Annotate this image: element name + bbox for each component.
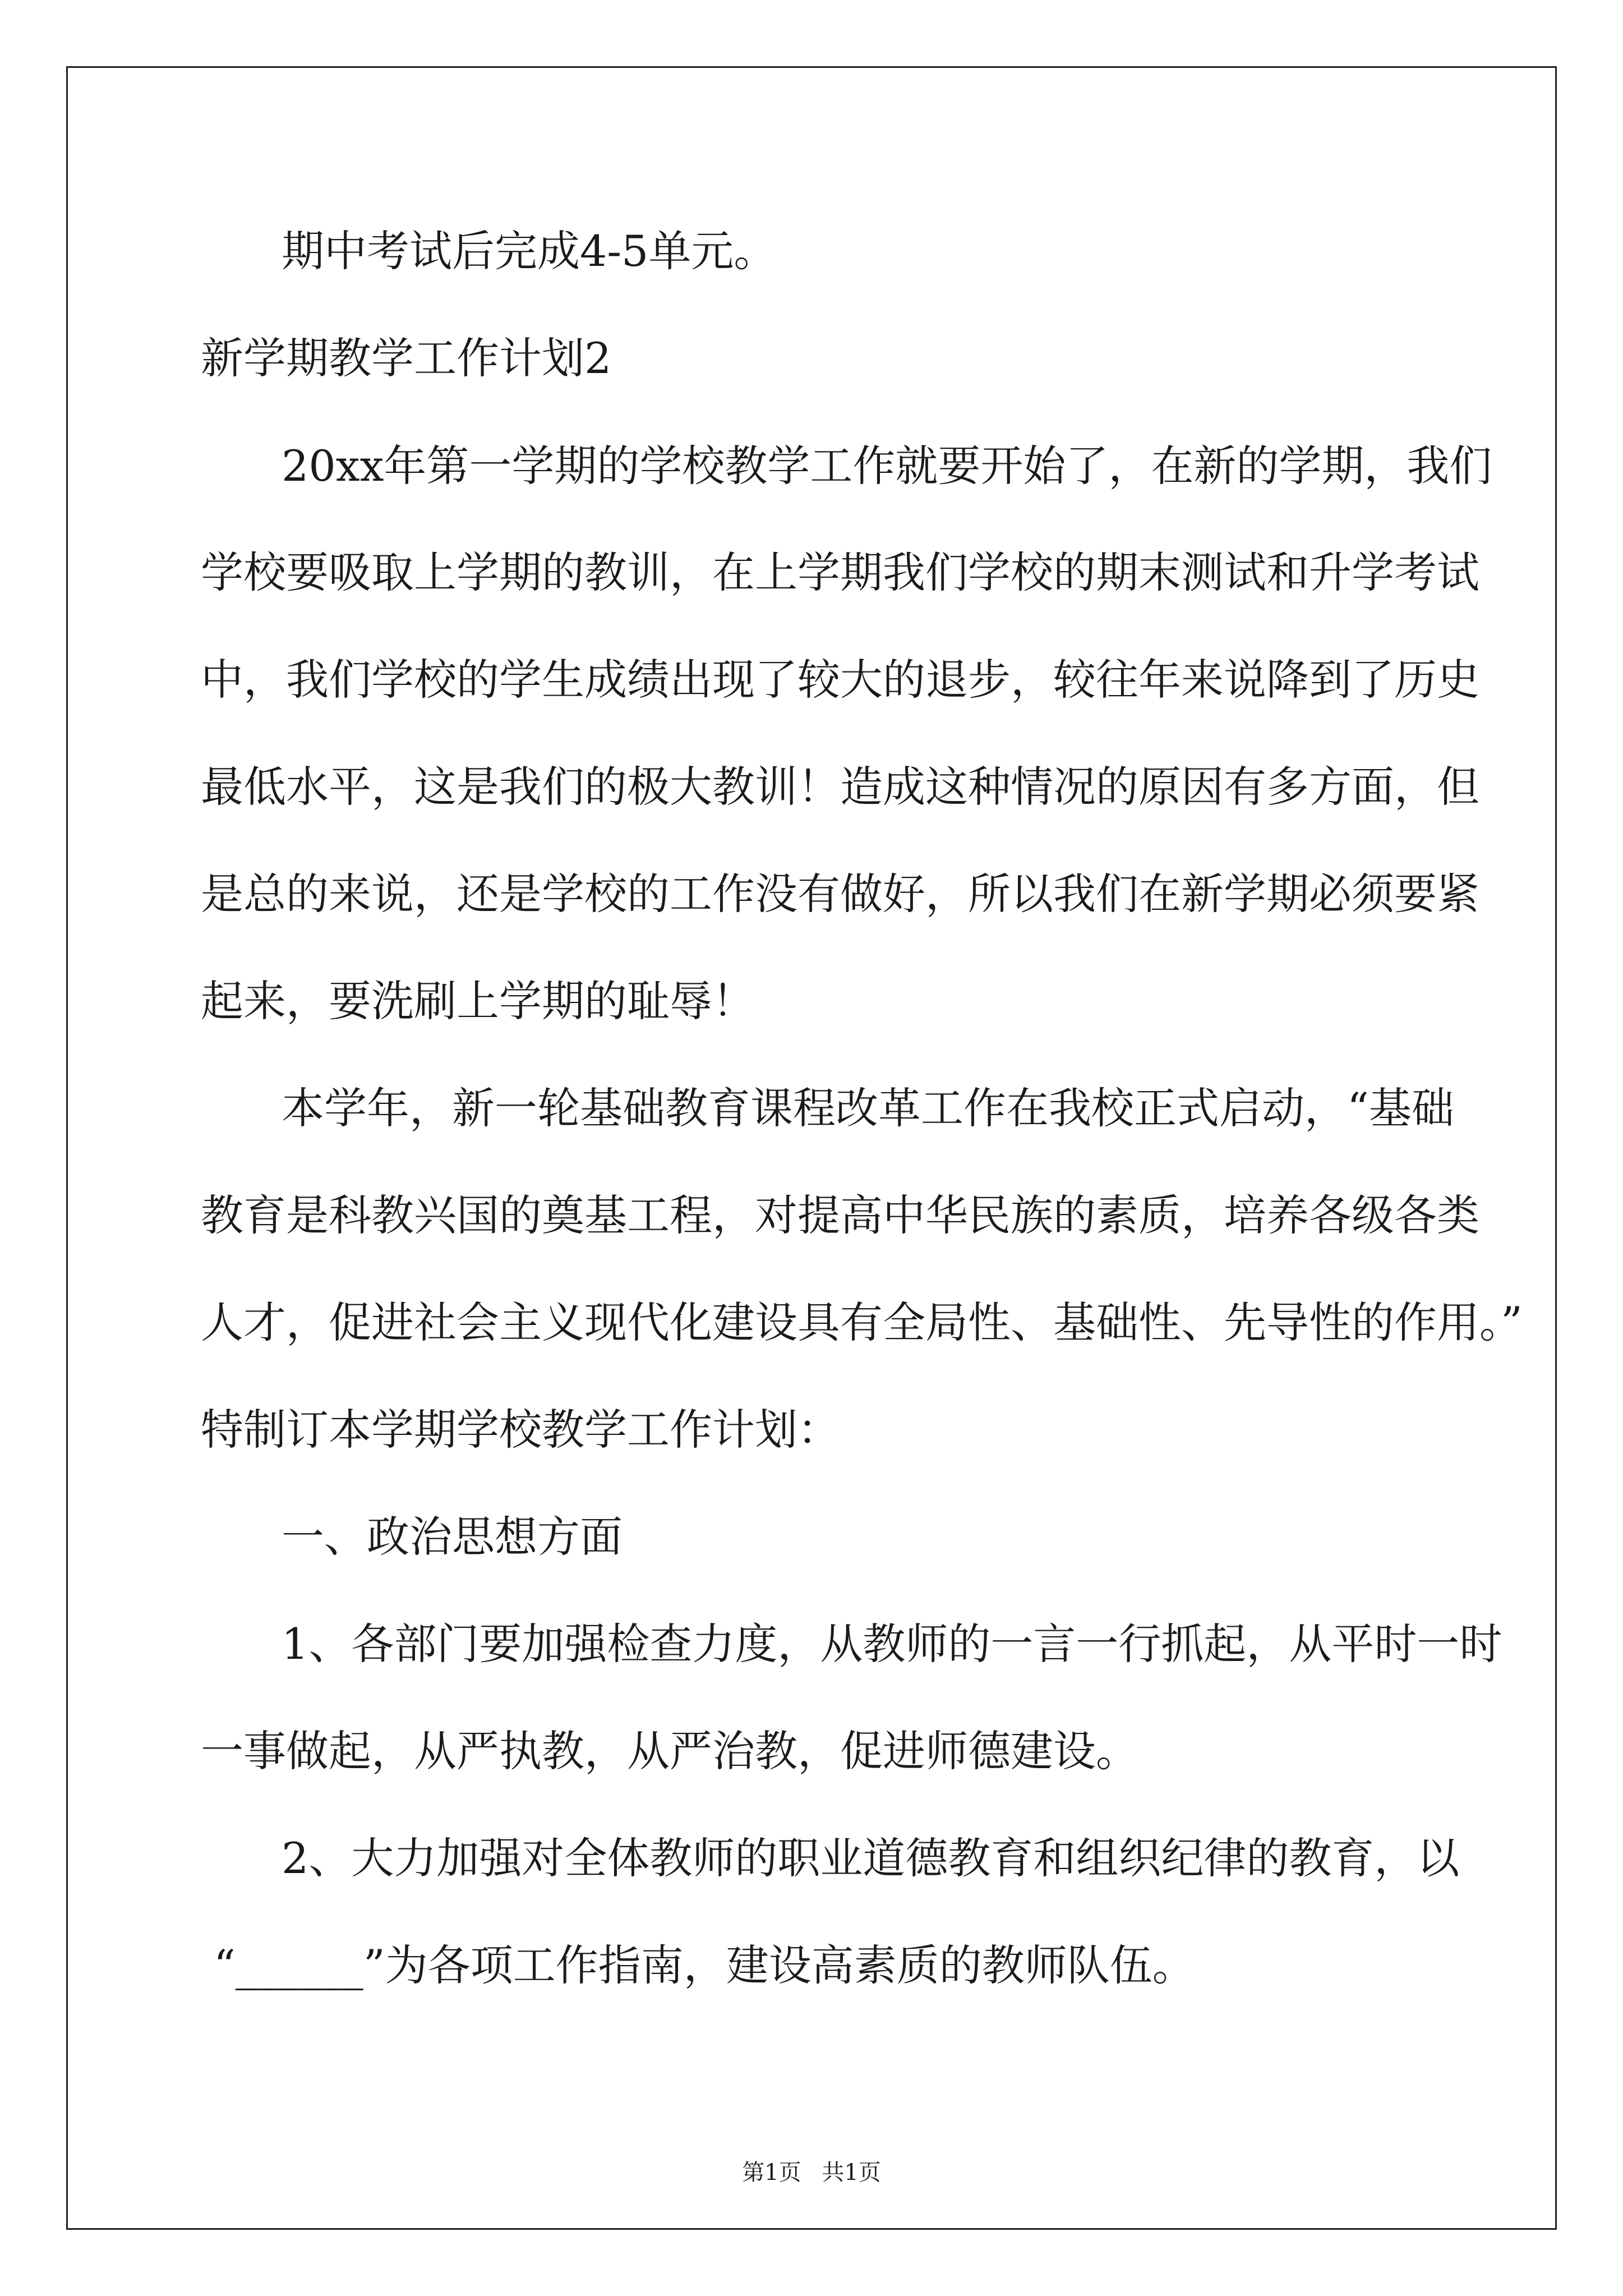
page-total: 共1页	[822, 2160, 881, 2185]
paragraph-line: 1、各部门要加强检查力度，从教师的一言一行抓起，从平时一时	[282, 1619, 1502, 1669]
paragraph-line: “______”为各项工作指南，建设高素质的教师队伍。	[214, 1940, 1195, 1990]
paragraph-line: 20xx年第一学期的学校教学工作就要开始了，在新的学期，我们	[282, 441, 1492, 491]
paragraph-line: 一事做起，从严执教，从严治教，促进师德建设。	[201, 1726, 1138, 1776]
paragraph-line: 特制订本学期学校教学工作计划：	[201, 1405, 840, 1455]
document-body	[68, 68, 1555, 2228]
paragraph-line: 是总的来说，还是学校的工作没有做好，所以我们在新学期必须要紧	[201, 869, 1479, 919]
paragraph-line: 起来，要洗刷上学期的耻辱！	[201, 976, 755, 1026]
page-number: 第1页	[742, 2160, 801, 2185]
paragraph-line: 中，我们学校的学生成绩出现了较大的退步，较往年来说降到了历史	[201, 655, 1479, 705]
document-page	[66, 66, 1557, 2230]
page-footer	[68, 2155, 1555, 2187]
paragraph-line: 学校要吸取上学期的教训，在上学期我们学校的期末测试和升学考试	[201, 547, 1479, 597]
paragraph-line: 最低水平，这是我们的极大教训！造成这种情况的原因有多方面，但	[201, 762, 1479, 812]
paragraph-line: 本学年，新一轮基础教育课程改革工作在我校正式启动，“基础	[282, 1083, 1454, 1133]
section-heading: 新学期教学工作计划2	[201, 333, 612, 383]
paragraph-line: 人才，促进社会主义现代化建设具有全局性、基础性、先导性的作用。”	[201, 1297, 1523, 1347]
paragraph-line: 2、大力加强对全体教师的职业道德教育和组织纪律的教育，以	[282, 1833, 1460, 1883]
paragraph-line: 期中考试后完成4-5单元。	[282, 226, 777, 276]
paragraph-line: 教育是科教兴国的奠基工程，对提高中华民族的素质，培养各级各类	[201, 1190, 1479, 1240]
subsection-heading: 一、政治思想方面	[282, 1512, 623, 1562]
